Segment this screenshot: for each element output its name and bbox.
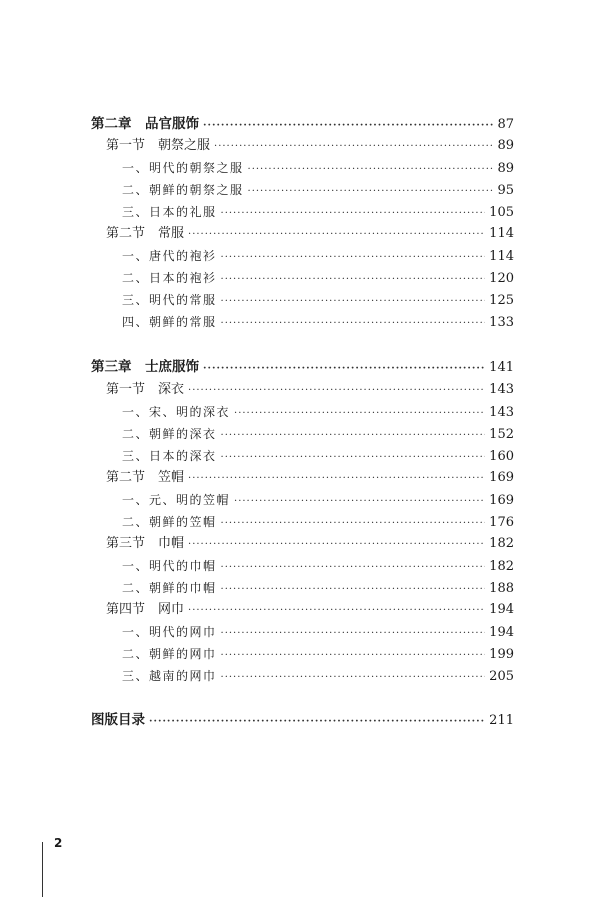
toc-page-number: 169 (489, 470, 514, 485)
toc-page-number: 194 (489, 602, 514, 617)
leader-dots (188, 600, 485, 622)
leader-dots (149, 711, 485, 733)
toc-page-number: 95 (497, 183, 514, 198)
leader-dots (221, 291, 486, 313)
toc-entry-title: 第二节 常服 (106, 226, 185, 241)
toc-page-number: 114 (489, 226, 514, 241)
leader-dots (221, 269, 486, 291)
leader-dots (221, 425, 486, 447)
leader-dots (203, 115, 493, 137)
toc-page-number: 169 (489, 493, 514, 508)
toc-item[interactable] (122, 577, 514, 599)
toc-entry-title: 二、朝鲜的网巾 (122, 647, 217, 661)
leader-dots (234, 403, 485, 425)
toc-page-number: 152 (489, 427, 514, 442)
toc-section[interactable] (106, 467, 514, 489)
toc-entry-title: 一、元、明的笠帽 (122, 493, 231, 507)
leader-dots (221, 579, 486, 601)
toc-item[interactable] (122, 245, 514, 267)
leader-dots (188, 224, 485, 246)
leader-dots (221, 513, 486, 535)
toc-entry-title: 第一节 朝祭之服 (106, 138, 211, 153)
toc-page-number: 143 (489, 405, 514, 420)
toc-item[interactable] (122, 665, 514, 687)
toc-entry-title: 三、明代的常服 (122, 293, 217, 307)
toc-entry-title: 第二节 笠帽 (106, 470, 185, 485)
toc-entry-title: 第二章 品官服饰 (91, 116, 199, 132)
toc-page-number: 120 (489, 271, 514, 286)
toc-entry-title: 三、越南的网巾 (122, 669, 217, 683)
toc-section[interactable] (106, 379, 514, 401)
toc-page-number: 176 (489, 515, 514, 530)
toc-item[interactable] (122, 401, 514, 423)
toc-page-number: 160 (489, 449, 514, 464)
leader-dots (188, 534, 485, 556)
toc-section[interactable] (106, 135, 514, 157)
leader-dots (248, 181, 494, 203)
toc-entry-title: 一、明代的巾帽 (122, 559, 217, 573)
leader-dots (221, 557, 486, 579)
toc-item[interactable] (122, 289, 514, 311)
toc-entry-title: 三、日本的深衣 (122, 449, 217, 463)
toc-entry-title: 一、明代的网巾 (122, 625, 217, 639)
toc-item[interactable] (122, 511, 514, 533)
toc-item[interactable] (122, 621, 514, 643)
toc-item[interactable] (122, 489, 514, 511)
leader-dots (221, 667, 486, 689)
toc-page-number: 205 (489, 669, 514, 684)
leader-dots (221, 313, 486, 335)
toc-item[interactable] (122, 643, 514, 665)
leader-dots (221, 247, 486, 269)
margin-rule (42, 842, 43, 897)
leader-dots (248, 159, 494, 181)
toc-plates[interactable] (91, 709, 514, 731)
toc-page-number: 182 (489, 536, 514, 551)
toc-entry-title: 一、宋、明的深衣 (122, 405, 231, 419)
toc-page-number: 143 (489, 382, 514, 397)
toc-entry-title: 二、日本的袍衫 (122, 271, 217, 285)
toc-entry-title: 四、朝鲜的常服 (122, 315, 217, 329)
toc-entry-title: 第三章 士庶服饰 (91, 359, 199, 375)
toc-page-number: 89 (497, 138, 514, 153)
toc-entry-title: 二、朝鲜的笠帽 (122, 515, 217, 529)
leader-dots (188, 380, 485, 402)
toc-page-number: 194 (489, 625, 514, 640)
toc-page-number: 87 (497, 117, 514, 132)
toc-entry-title: 二、朝鲜的朝祭之服 (122, 183, 244, 197)
leader-dots (234, 491, 485, 513)
toc-entry-title: 一、明代的朝祭之服 (122, 161, 244, 175)
toc-section[interactable] (106, 533, 514, 555)
toc-section[interactable] (106, 223, 514, 245)
toc-entry-title: 第三节 巾帽 (106, 536, 185, 551)
page-number: 2 (54, 836, 63, 850)
toc-page-number: 125 (489, 293, 514, 308)
toc-page-number: 133 (489, 315, 514, 330)
toc-entry-title: 二、朝鲜的深衣 (122, 427, 217, 441)
leader-dots (221, 203, 486, 225)
toc-page-number: 114 (489, 249, 514, 264)
toc-page-number: 211 (489, 713, 514, 728)
toc-page-number: 188 (489, 581, 514, 596)
leader-dots (188, 468, 485, 490)
toc-item[interactable] (122, 311, 514, 333)
toc-item[interactable] (122, 267, 514, 289)
leader-dots (221, 447, 486, 469)
leader-dots (203, 358, 485, 380)
toc-entry-title: 第四节 网巾 (106, 602, 185, 617)
toc-item[interactable] (122, 423, 514, 445)
toc-entry-title: 第一节 深衣 (106, 382, 185, 397)
leader-dots (214, 136, 493, 158)
toc-page-number: 105 (489, 205, 514, 220)
toc-page-number: 89 (497, 161, 514, 176)
leader-dots (221, 623, 486, 645)
toc-chapter-2[interactable] (91, 113, 514, 135)
leader-dots (221, 645, 486, 667)
toc-item[interactable] (122, 201, 514, 223)
toc-item[interactable] (122, 555, 514, 577)
toc-chapter-3[interactable] (91, 356, 514, 378)
toc-item[interactable] (122, 445, 514, 467)
toc-section[interactable] (106, 599, 514, 621)
toc-entry-title: 图版目录 (91, 712, 145, 728)
toc-item[interactable] (122, 179, 514, 201)
toc-item[interactable] (122, 157, 514, 179)
toc-page-number: 141 (489, 360, 514, 375)
toc-entry-title: 二、朝鲜的巾帽 (122, 581, 217, 595)
toc-entry-title: 一、唐代的袍衫 (122, 249, 217, 263)
toc-entry-title: 三、日本的礼服 (122, 205, 217, 219)
toc-page-number: 199 (489, 647, 514, 662)
toc-page-number: 182 (489, 559, 514, 574)
